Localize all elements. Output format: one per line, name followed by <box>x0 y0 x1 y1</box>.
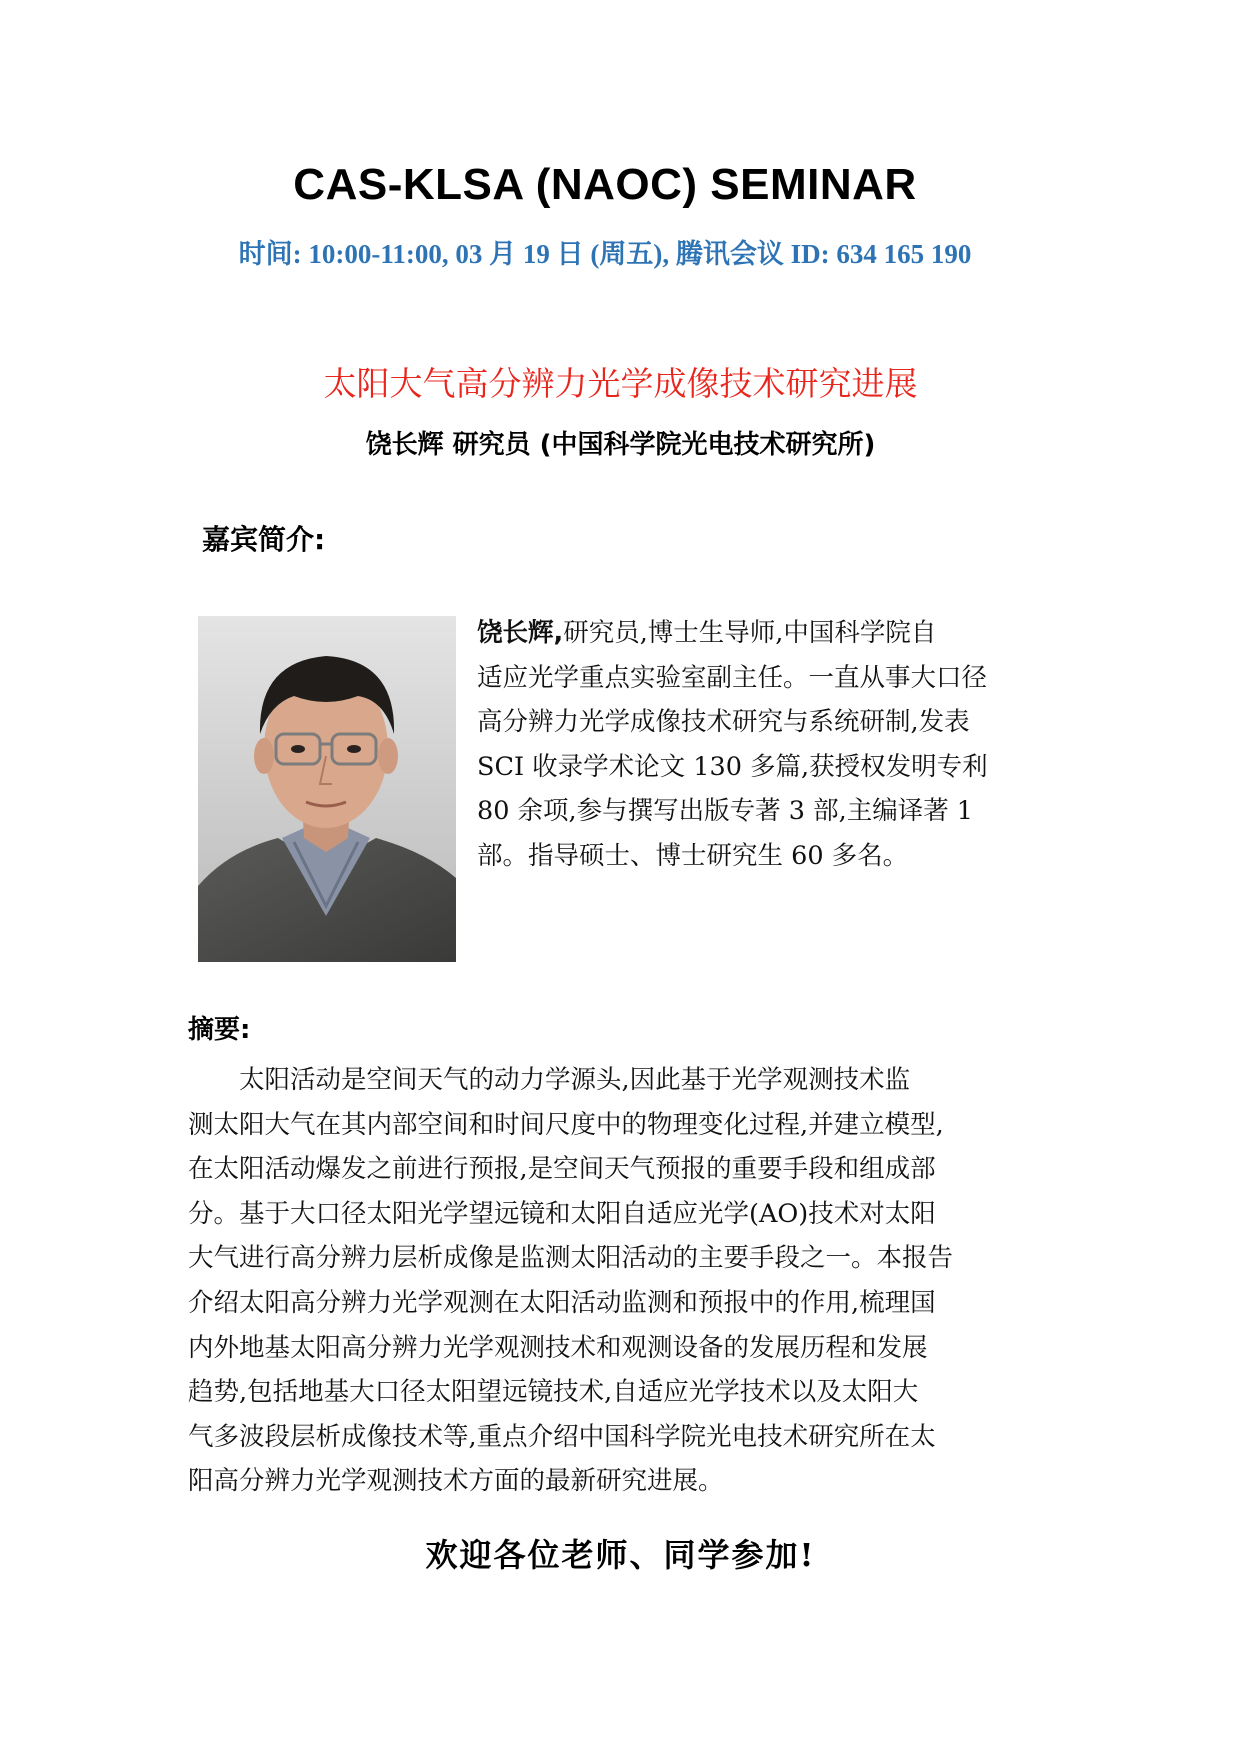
abstract-line-4: 分。基于大口径太阳光学望远镜和太阳自适应光学(AO)技术对太阳 <box>188 1198 936 1229</box>
page-title: CAS-KLSA (NAOC) SEMINAR <box>293 160 917 209</box>
bio-text: 研究员,博士生导师,中国科学院自 <box>563 618 937 648</box>
abstract-line-10: 阳高分辨力光学观测技术方面的最新研究进展。 <box>188 1466 724 1497</box>
bio-line-4: SCI 收录学术论文 130 多篇,获授权发明专利 <box>477 751 988 782</box>
bio-line-1 <box>477 611 1057 656</box>
bio-line-5: 80 余项,参与撰写出版专著 3 部,主编译著 1 <box>477 796 974 827</box>
seminar-time-and-meeting-id: 时间: 10:00-11:00, 03 月 19 日 (周五), 腾讯会议 ID: 634 165 190 <box>238 239 972 269</box>
abstract-line-6: 介绍太阳高分辨力光学观测在太阳活动监测和预报中的作用,梳理国 <box>188 1287 936 1318</box>
talk-title: 太阳大气高分辨力光学成像技术研究进展 <box>323 364 918 403</box>
speaker-photo <box>198 616 456 962</box>
bio-line-6: 部。指导硕士、博士研究生 60 多名。 <box>477 840 909 871</box>
bio-line-3: 高分辨力光学成像技术研究与系统研制,发表 <box>477 707 970 738</box>
abstract-line-2: 测太阳大气在其内部空间和时间尺度中的物理变化过程,并建立模型, <box>188 1109 944 1140</box>
abstract-heading: 摘要: <box>188 1015 251 1045</box>
abstract-line-3: 在太阳活动爆发之前进行预报,是空间天气预报的重要手段和组成部 <box>188 1154 936 1185</box>
abstract-line-7: 内外地基太阳高分辨力光学观测技术和观测设备的发展历程和发展 <box>188 1332 928 1363</box>
abstract-line-5: 大气进行高分辨力层析成像是监测太阳活动的主要手段之一。本报告 <box>188 1243 954 1274</box>
abstract-line-9: 气多波段层析成像技术等,重点介绍中国科学院光电技术研究所在太 <box>188 1421 936 1452</box>
speaker-intro-heading: 嘉宾简介: <box>202 523 326 556</box>
abstract-line-1: 太阳活动是空间天气的动力学源头,因此基于光学观测技术监 <box>188 1065 911 1095</box>
speaker-line: 饶长辉 研究员 (中国科学院光电技术研究所) <box>365 430 876 460</box>
abstract-line-8: 趋势,包括地基大口径太阳望远镜技术,自适应光学技术以及太阳大 <box>188 1377 919 1408</box>
welcome-message: 欢迎各位老师、同学参加! <box>425 1536 816 1574</box>
bio-line-2: 适应光学重点实验室副主任。一直从事大口径 <box>477 662 988 693</box>
speaker-bio <box>477 611 1057 879</box>
speaker-name: 饶长辉, <box>477 618 564 648</box>
abstract-body <box>188 1058 1058 1504</box>
